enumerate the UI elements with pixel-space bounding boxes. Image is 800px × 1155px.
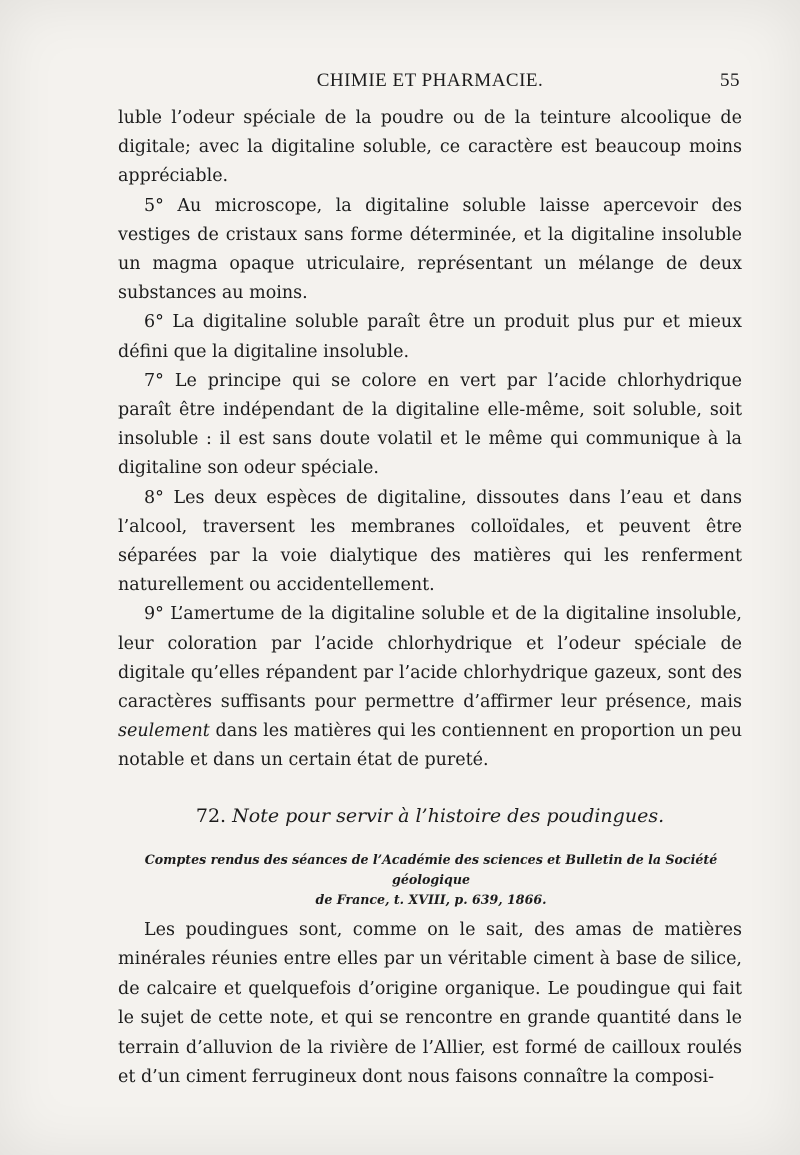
running-head	[120, 70, 740, 96]
paragraph-continuation: luble l’odeur spéciale de la poudre ou de la teinture alcoolique de digitale; avec la digitaline soluble, ce caractère est beaucoup moins appréciable.	[118, 108, 742, 187]
source-citation	[125, 850, 737, 910]
section-body	[118, 916, 742, 1092]
paragraph-9-emphasis: seulement	[118, 721, 210, 742]
section-title: Note pour servir à l’histoire des poudingues.	[232, 805, 665, 827]
paragraph-8: 8° Les deux espèces de digitaline, dissoutes dans l’eau et dans l’alcool, traversent les membranes colloïdales, et peuvent être séparées par la voie dialytique des matières qui les renferment naturellement ou accidentellement.	[118, 487, 742, 596]
paragraph-9	[118, 600, 742, 775]
body-text	[118, 104, 742, 776]
section-number: 72.	[195, 805, 227, 827]
paragraph-5: 5° Au microscope, la digitaline soluble laisse apercevoir des vestiges de cristaux sans forme déterminée, et la digitaline insoluble un magma opaque utriculaire, représentant un mélange de deux substances au moins.	[118, 195, 742, 304]
page-number: 55	[720, 70, 740, 91]
section-heading	[118, 805, 742, 827]
source-citation-line-1: Comptes rendus des séances de l’Académie des sciences et Bulletin de la Société géologique	[144, 852, 718, 887]
section-paragraph: Les poudingues sont, comme on le sait, des amas de matières minérales réunies entre elles par un véritable ciment à base de silice, de calcaire et quelquefois d’origine organique. Le poudingue qui fait le sujet de cette note, et qui se rencontre en grande quantité dans le terrain d’alluvion de la rivière de l’Allier, est formé de cailloux roulés et d’un ciment ferrugineux dont nous faisons connaître la composi-	[118, 920, 742, 1088]
paragraph-9-text-b: dans les matières qui les contiennent en proportion un peu notable et dans un certain état de pureté.	[118, 721, 742, 771]
paragraph-9-text-a: 9° L’amertume de la digitaline soluble et de la digitaline insoluble, leur coloration par l’acide chlorhydrique et l’odeur spéciale de digitale qu’elles répandent par l’acide chlorhydrique gazeux, sont des caractères suffisants pour permettre d’affirmer leur présence, mais	[118, 604, 742, 713]
paragraph-6: 6° La digitaline soluble paraît être un produit plus pur et mieux défini que la digitaline insoluble.	[118, 312, 742, 362]
source-citation-line-2: de France, t. XVIII, p. 639, 1866.	[315, 892, 547, 907]
paragraph-7: 7° Le principe qui se colore en vert par l’acide chlorhydrique paraît être indépendant de la digitaline elle-même, soit soluble, soit insoluble : il est sans doute volatil et le même qui communique à la digitaline son odeur spéciale.	[118, 370, 742, 479]
running-title: CHIMIE ET PHARMACIE.	[316, 70, 544, 91]
